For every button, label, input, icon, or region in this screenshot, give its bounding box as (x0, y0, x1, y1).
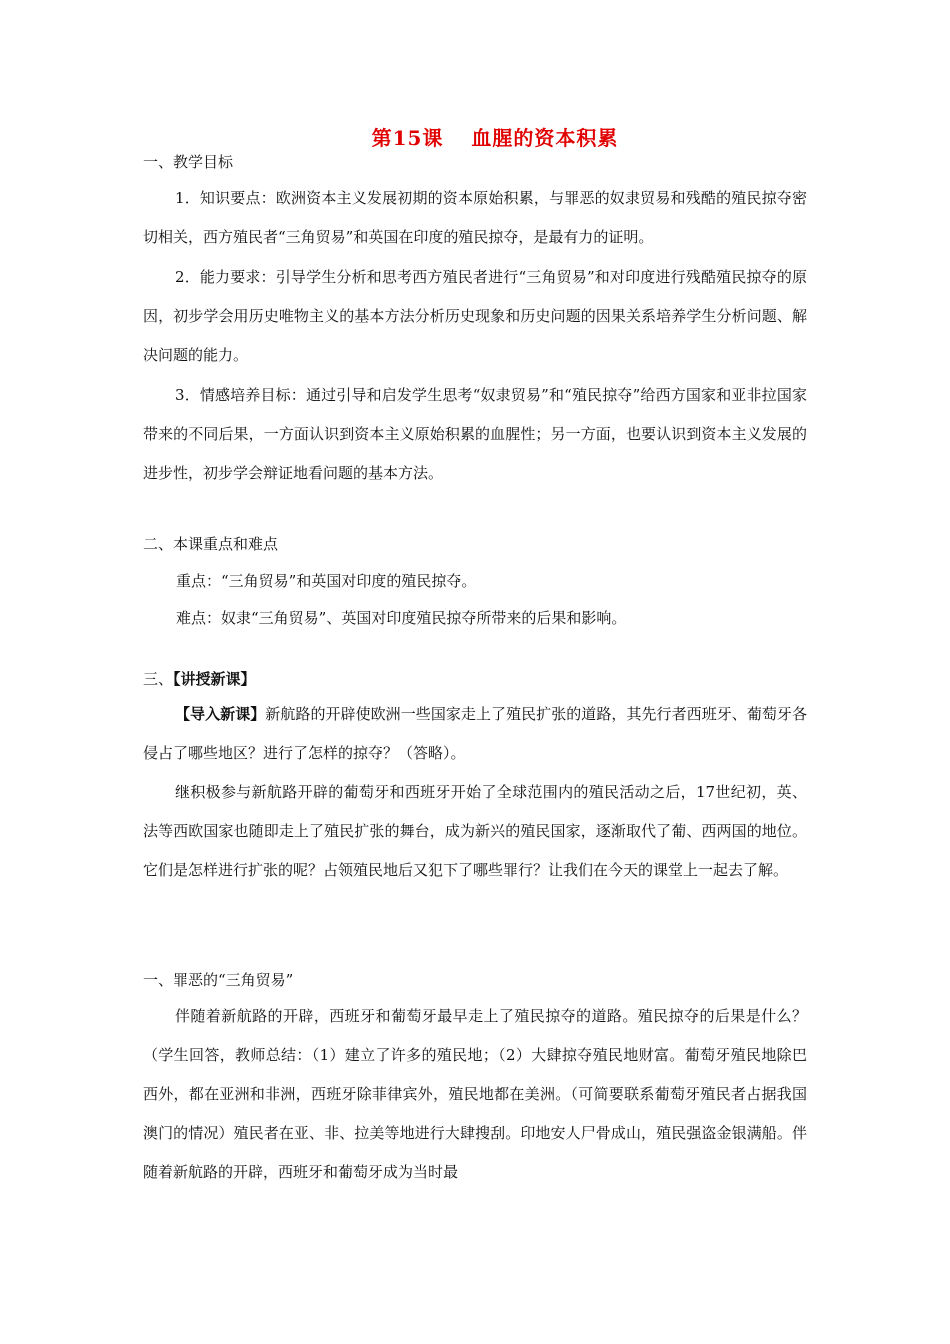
intro-paragraph: 【导入新课】新航路的开辟使欧洲一些国家走上了殖民扩张的道路，其先行者西班牙、葡萄牙各侵占了哪些地区？进行了怎样的掠夺？（答略）。 (143, 705, 807, 762)
objective-knowledge: 1．知识要点：欧洲资本主义发展初期的资本原始积累，与罪恶的奴隶贸易和残酷的殖民掠夺密切相关，西方殖民者“三角贸易”和英国在印度的殖民掠夺，是最有力的证明。 (143, 189, 807, 246)
intro-label: 【导入新课】 (175, 705, 266, 723)
page-title (0, 122, 950, 151)
objective-ability: 2．能力要求：引导学生分析和思考西方殖民者进行“三角贸易”和对印度进行残酷殖民掠夺的原因，初步学会用历史唯物主义的基本方法分析历史现象和历史问题的因果关系培养学生分析问题、解决问题的能力。 (143, 268, 807, 364)
difficult-point: 难点：奴隶“三角贸易”、英国对印度殖民掠夺所带来的后果和影响。 (176, 609, 627, 627)
section-heading-objectives: 一、教学目标 (143, 153, 234, 171)
lesson-paragraph: 继积极参与新航路开辟的葡萄牙和西班牙开始了全球范围内的殖民活动之后，17世纪初，英、法等西欧国家也随即走上了殖民扩张的舞台，成为新兴的殖民国家，逐渐取代了葡、西两国的地位。它们是怎样进行扩张的呢？占领殖民地后又犯下了哪些罪行？让我们在今天的课堂上一起去了解。 (143, 783, 807, 879)
key-point: 重点：“三角贸易”和英国对印度的殖民掠夺。 (176, 572, 477, 590)
section-heading-key-points: 二、本课重点和难点 (143, 535, 279, 553)
lesson-number: 第15课 (371, 126, 444, 150)
triangle-trade-paragraph: 伴随着新航路的开辟，西班牙和葡萄牙最早走上了殖民掠夺的道路。殖民掠夺的后果是什么？（学生回答，教师总结：（1）建立了许多的殖民地；（2）大肆掠夺殖民地财富。葡萄牙殖民地除巴西外，都在亚洲和非洲，西班牙除菲律宾外，殖民地都在美洲。（可简要联系葡萄牙殖民者占据我国澳门的情况）殖民者在亚、非、拉美等地进行大肆搜刮。印地安人尸骨成山，殖民强盗金银满船。伴随着新航路的开辟，西班牙和葡萄牙成为当时最 (143, 1007, 807, 1181)
objective-emotion: 3．情感培养目标：通过引导和启发学生思考“奴隶贸易”和“殖民掠夺”给西方国家和亚非拉国家带来的不同后果，一方面认识到资本主义原始积累的血腥性；另一方面，也要认识到资本主义发展的进步性，初步学会辩证地看问题的基本方法。 (143, 386, 807, 482)
section-heading-triangle-trade: 一、罪恶的“三角贸易” (143, 971, 294, 989)
lesson-name: 血腥的资本积累 (471, 126, 619, 150)
section-heading-new-lesson: 三、【讲授新课】 (143, 670, 256, 688)
